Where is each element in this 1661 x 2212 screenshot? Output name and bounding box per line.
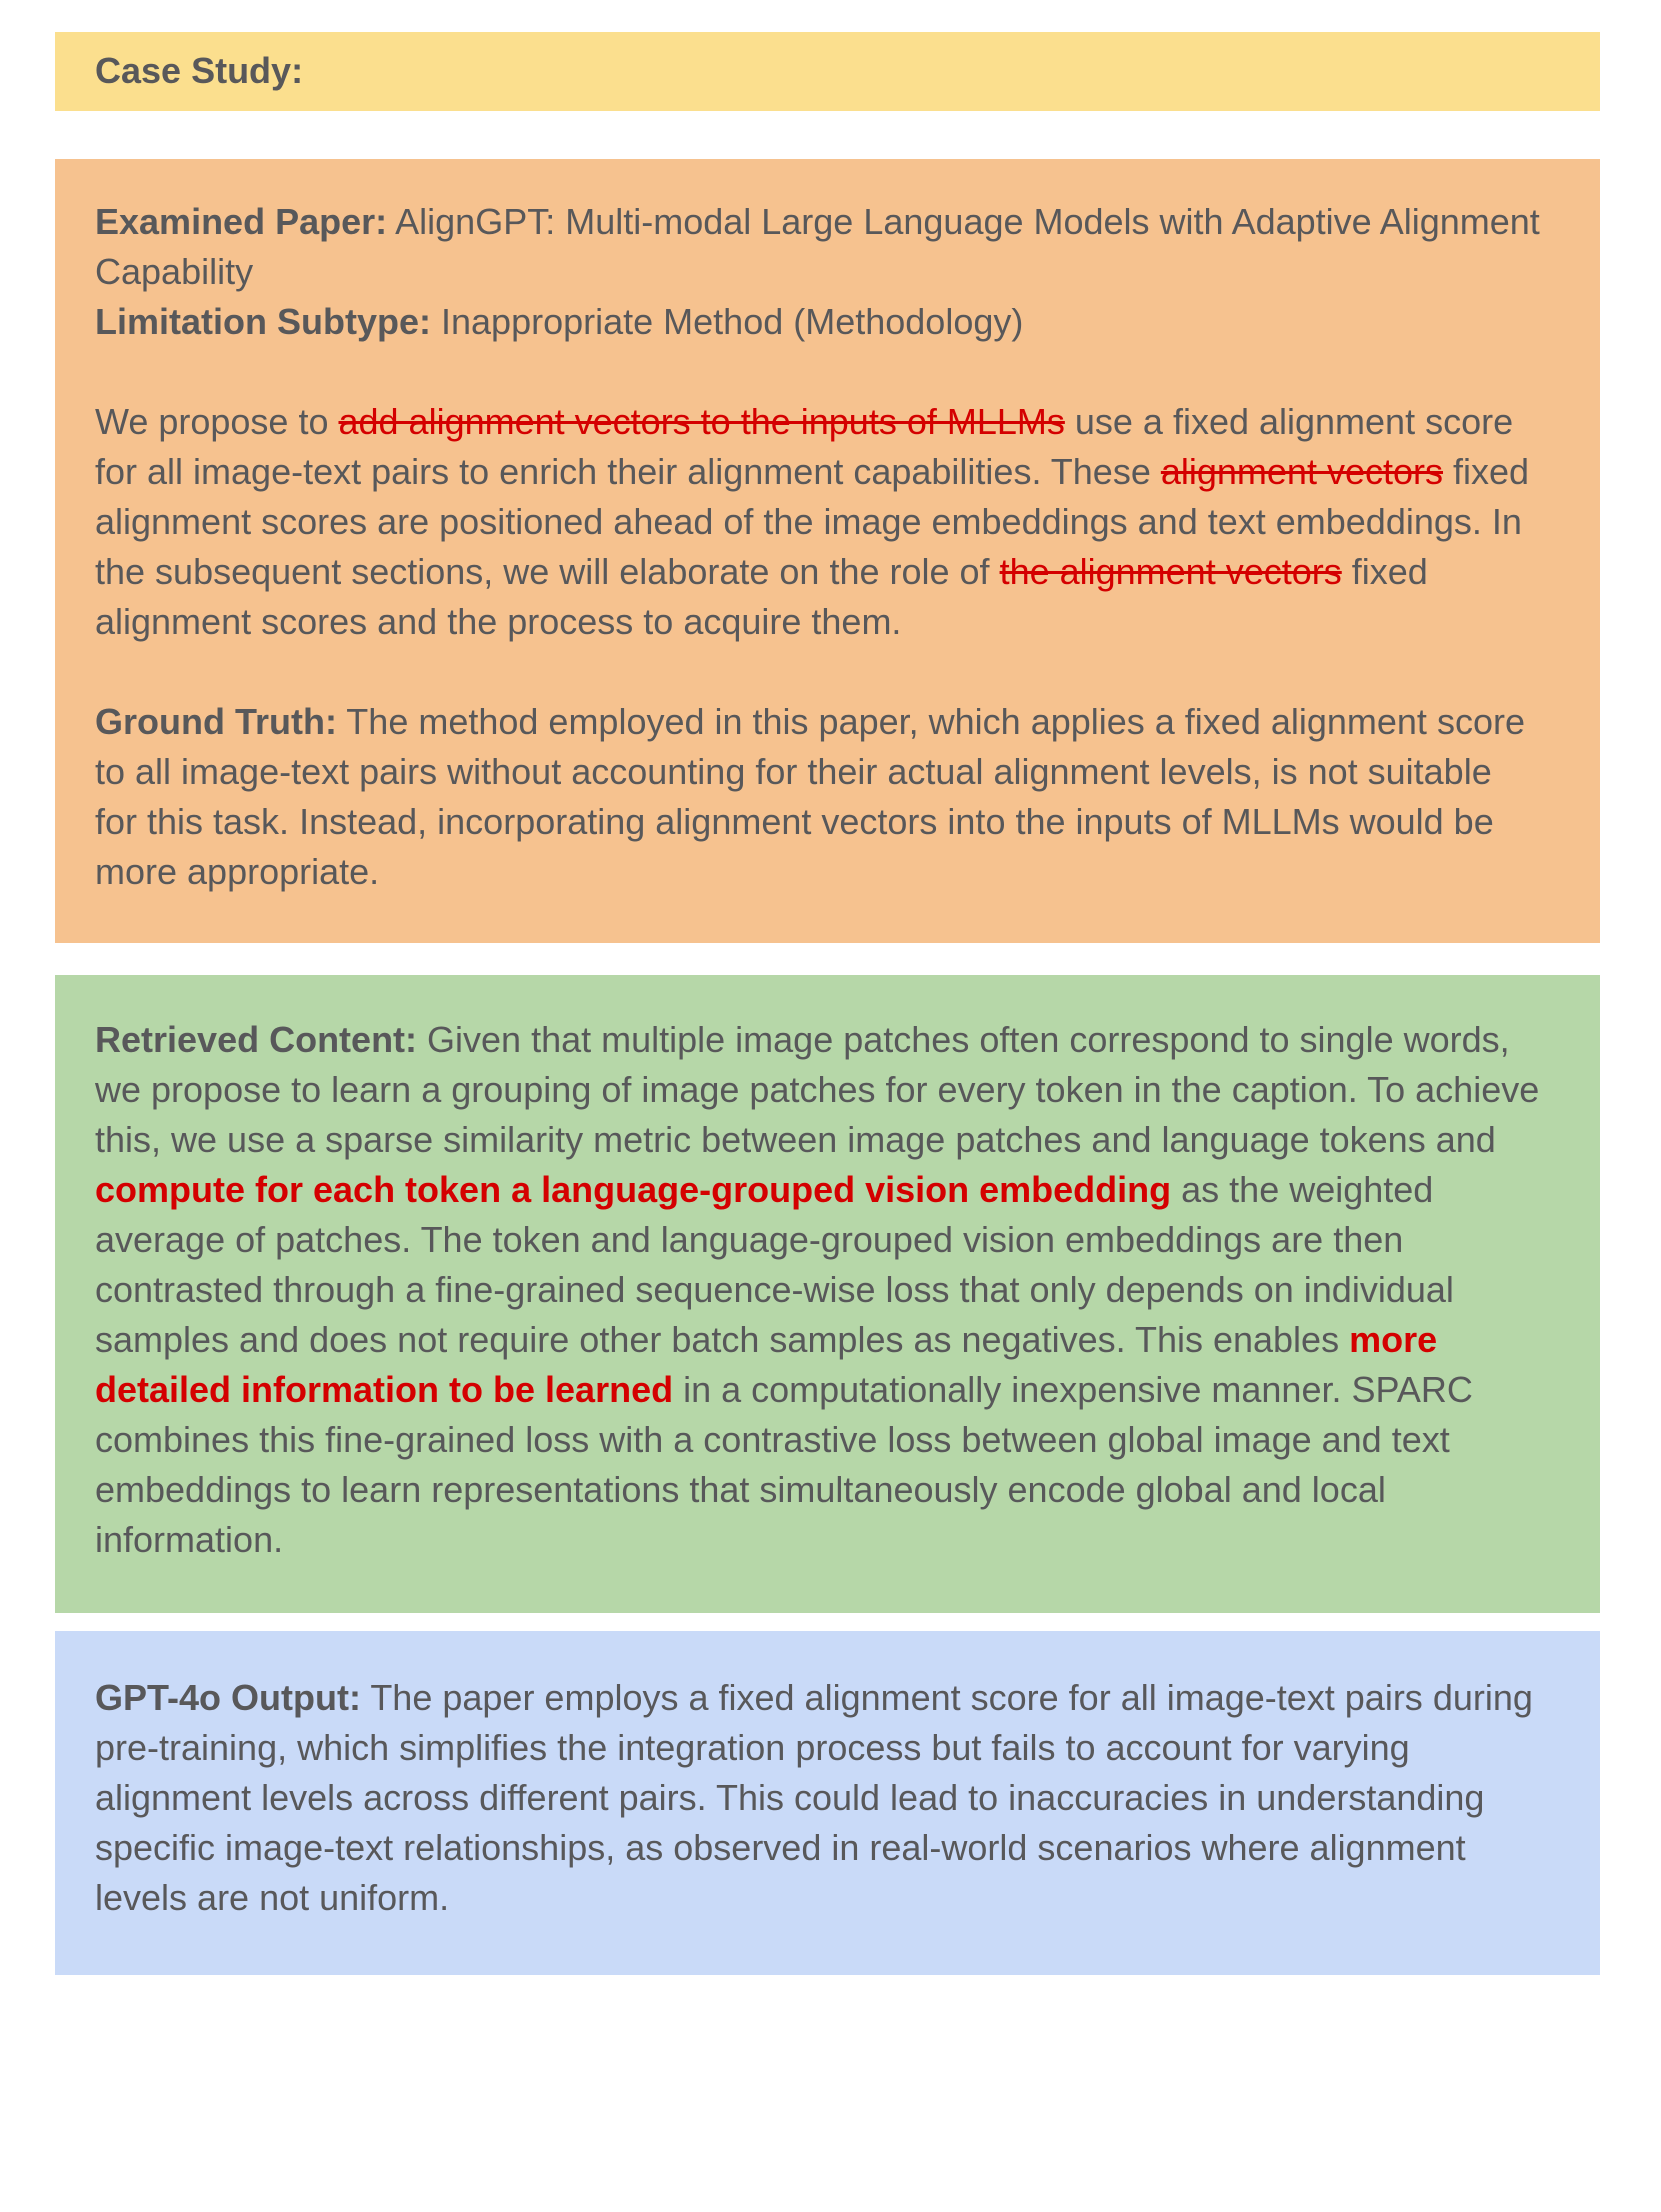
retrieved-content-paragraph: Retrieved Content: Given that multiple image patches often correspond to single words, we propose to learn a grouping of image patches for every token in the caption. To achieve this, we use a sparse similarity metric between image patches and language tokens and compute for each token a language-grouped vision embedding as the weighted average of patches. The token and language-grouped vision embeddings are then contrasted through a fine-grained sequence-wise loss that only depends on individual samples and does not require other batch samples as negatives. This enables more detailed information to be learned in a computationally inexpensive manner. SPARC combines this fine-grained loss with a contrastive loss between global image and text embeddings to learn representations that simultaneously encode global and local information. bbox=[95, 1019, 1540, 1560]
retrieved-content-box bbox=[55, 975, 1600, 1613]
case-study-banner bbox=[55, 32, 1600, 111]
examined-paper-line: Examined Paper: AlignGPT: Multi-modal Large Language Models with Adaptive Alignment Capability bbox=[95, 201, 1540, 292]
paper-excerpt-paragraph: We propose to add alignment vectors to the inputs of MLLMs use a fixed alignment score for all image-text pairs to enrich their alignment capabilities. These alignment vectors fixed alignment scores are positioned ahead of the image embeddings and text embeddings. In the subsequent sections, we will elaborate on the role of the alignment vectors fixed alignment scores and the process to acquire them. bbox=[95, 401, 1530, 642]
gpt4o-output-paragraph: GPT-4o Output: The paper employs a fixed alignment score for all image-text pairs during pre-training, which simplifies the integration process but fails to account for varying alignment levels across different pairs. This could lead to inaccuracies in understanding specific image-text relationships, as observed in real-world scenarios where alignment levels are not uniform. bbox=[95, 1677, 1533, 1918]
ground-truth-paragraph: Ground Truth: The method employed in this paper, which applies a fixed alignment score to all image-text pairs without accounting for their actual alignment levels, is not suitable for this task. Instead, incorporating alignment vectors into the inputs of MLLMs would be more appropriate. bbox=[95, 701, 1525, 892]
gpt4o-output-box bbox=[55, 1631, 1600, 1975]
limitation-subtype-line: Limitation Subtype: Inappropriate Method (Methodology) bbox=[95, 301, 1024, 342]
examined-paper-box bbox=[55, 159, 1600, 943]
case-study-label: Case Study: bbox=[95, 50, 304, 91]
